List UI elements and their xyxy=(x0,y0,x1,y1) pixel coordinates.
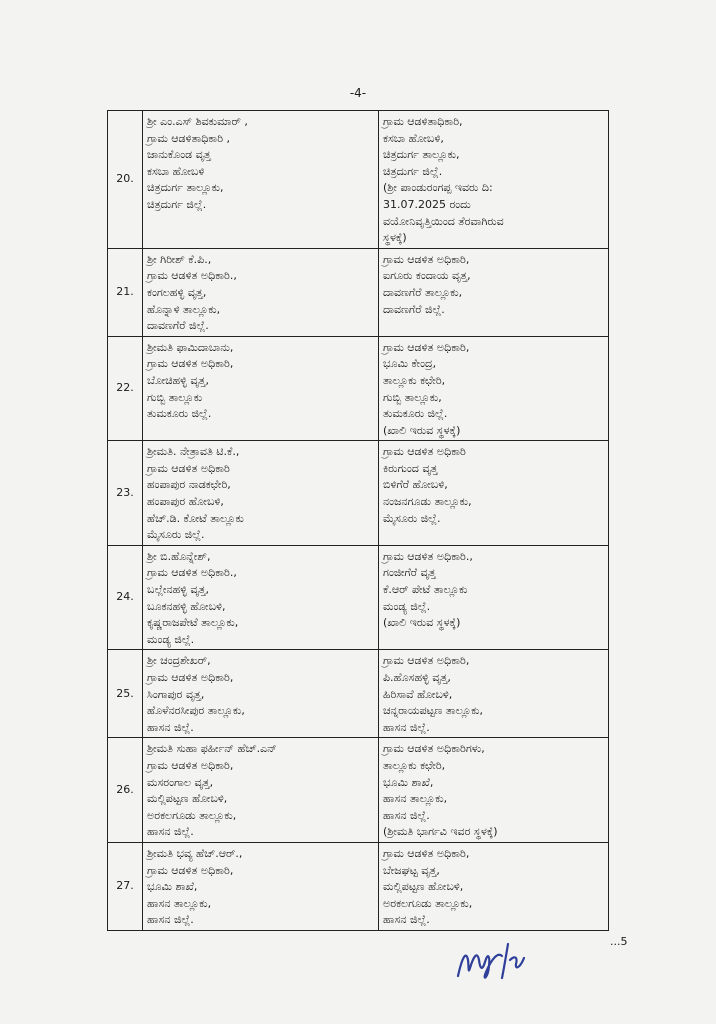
transfer-row xyxy=(108,441,609,546)
to-line: ತಾಲ್ಲೂಕು ಕಛೇರಿ, xyxy=(383,373,446,387)
to-line: ಹಾಸನ ಜಿಲ್ಲೆ. xyxy=(383,913,430,927)
to-line: ಗಂಜೀಗೆರೆ ವೃತ್ತ xyxy=(383,566,436,580)
to-line: ಹಿರಿಸಾವೆ ಹೋಬಳಿ, xyxy=(383,687,453,701)
from-line: ಹೊಳೆನರಸೀಪುರ ತಾಲ್ಲೂಕು, xyxy=(147,704,245,718)
from-line: ಗ್ರಾಮ ಆಡಳಿತ ಅಧಿಕಾರಿ, xyxy=(147,357,234,371)
to-line: ಗ್ರಾಮ ಆಡಳಿತ ಅಧಿಕಾರಿಗಳು, xyxy=(383,742,485,756)
to-line: ಬೇಜಘಟ್ಟ ವೃತ್ತ, xyxy=(383,863,440,877)
from-line: ಕಸಬಾ ಹೋಬಳಿ xyxy=(147,164,205,178)
to-line: ಕೆ.ಆರ್ ಪೇಟೆ ತಾಲ್ಲೂಕು xyxy=(383,583,468,597)
from-cell xyxy=(143,842,379,930)
to-line: ಹಾಸನ ಜಿಲ್ಲೆ. xyxy=(383,808,430,822)
from-line: ಮಂಡ್ಯ ಜಿಲ್ಲೆ. xyxy=(147,632,195,646)
from-line: ದಾವಣಗೆರೆ ಜಿಲ್ಲೆ. xyxy=(147,319,209,333)
to-line: ಚಿತ್ರದುರ್ಗ ಜಿಲ್ಲೆ. xyxy=(383,164,443,178)
from-line: ಶ್ರೀ ಚಂದ್ರಶೇಖರ್, xyxy=(147,654,211,668)
from-line: ಬಲ್ಲೇನಹಳ್ಳಿ ವೃತ್ತ, xyxy=(147,583,210,597)
transfer-row xyxy=(108,336,609,441)
to-line: ಕಸಬಾ ಹೋಬಳಿ, xyxy=(383,131,444,145)
from-line: ಹೊನ್ನಾಳಿ ತಾಲ್ಲೂಕು, xyxy=(147,302,221,316)
to-line: (ಖಾಲಿ ಇರುವ ಸ್ಥಳಕ್ಕೆ) xyxy=(383,616,461,630)
serial-number: 20. xyxy=(108,111,143,249)
from-line: ಹಾಸನ ಜಿಲ್ಲೆ. xyxy=(147,913,194,927)
to-line: ದಾವಣಗೆರೆ ಜಿಲ್ಲೆ. xyxy=(383,302,445,316)
to-cell xyxy=(379,738,609,843)
from-line: ಗ್ರಾಮ ಆಡಳಿತ ಅಧಿಕಾರಿ, xyxy=(147,671,234,684)
from-line: ಕೃಷ್ಣರಾಜಪೇಟೆ ತಾಲ್ಲೂಕು, xyxy=(147,616,239,630)
page-number: -4- xyxy=(349,86,367,100)
from-line: ಗ್ರಾಮ ಆಡಳಿತಾಧಿಕಾರಿ , xyxy=(147,131,230,145)
to-line: ಭೂಮಿ ಕೇಂದ್ರ, xyxy=(383,357,437,371)
transfer-row xyxy=(108,738,609,843)
to-line: ಗುಬ್ಬಿ ತಾಲ್ಲೂಕು, xyxy=(383,390,442,404)
to-cell xyxy=(379,441,609,546)
to-line: ಮಂಡ್ಯ ಜಿಲ್ಲೆ. xyxy=(383,599,431,613)
to-line: ಚನ್ನರಾಯಪಟ್ಟಣ ತಾಲ್ಲೂಕು, xyxy=(383,704,484,718)
to-cell xyxy=(379,650,609,738)
signature-mark xyxy=(452,938,542,984)
from-line: ಬೂಕನಹಳ್ಳಿ ಹೋಬಳಿ, xyxy=(147,599,226,613)
from-line: ಶ್ರೀಮತಿ ಸುಹಾ ಫರ್ಹೀನ್ ಹೆಚ್.ಎನ್ xyxy=(147,742,277,756)
from-line: ಸಿಂಗಾಪುರ ವೃತ್ತ, xyxy=(147,687,205,701)
from-line: ಮಸರಂಗಾಲ ವೃತ್ತ, xyxy=(147,775,214,789)
from-cell xyxy=(143,545,379,650)
to-line: ಭೂಮಿ ಶಾಖೆ, xyxy=(383,775,434,789)
to-cell xyxy=(379,336,609,441)
from-cell xyxy=(143,441,379,546)
from-line: ಹಂಪಾಪುರ ಹೋಬಳಿ, xyxy=(147,495,224,509)
from-cell xyxy=(143,738,379,843)
to-line: ಪಿ.ಹೊಸಹಳ್ಳಿ ವೃತ್ತ, xyxy=(383,671,451,684)
from-line: ಗುಬ್ಬಿ ತಾಲ್ಲೂಕು xyxy=(147,390,203,404)
to-line: ಚಿತ್ರದುರ್ಗ ತಾಲ್ಲೂಕು, xyxy=(383,148,460,162)
serial-number: 27. xyxy=(108,842,143,930)
transfer-row xyxy=(108,248,609,336)
to-line: ಗ್ರಾಮ ಆಡಳಿತ ಅಧಿಕಾರಿ, xyxy=(383,252,470,266)
from-line: ಹಾಸನ ಜಿಲ್ಲೆ. xyxy=(147,720,194,734)
transfer-row xyxy=(108,111,609,249)
from-line: ಮಲ್ಲಿಪಟ್ಟಣ ಹೋಬಳಿ, xyxy=(147,792,228,806)
to-line: ಐಗೂರು ಕಂದಾಯ ವೃತ್ತ, xyxy=(383,269,471,283)
to-line: ಕಿರುಗುಂದ ವೃತ್ತ xyxy=(383,461,438,475)
from-line: ಭೂಮಿ ಶಾಖೆ, xyxy=(147,880,198,894)
to-line: ಮಲ್ಲಿಪಟ್ಟಣ ಹೋಬಳಿ, xyxy=(383,880,464,894)
to-line: ಮೈಸೂರು ಜಿಲ್ಲೆ. xyxy=(383,511,441,525)
from-line: ಗ್ರಾಮ ಆಡಳಿತ ಅಧಿಕಾರಿ, xyxy=(147,758,234,772)
from-line: ಹಾಸನ ತಾಲ್ಲೂಕು, xyxy=(147,896,212,910)
serial-number: 25. xyxy=(108,650,143,738)
to-line: (ಶ್ರೀ ಪಾಂಡುರಂಗಪ್ಪ ಇವರು ದಿ: xyxy=(383,181,493,195)
from-line: ಬೋಚಿಹಳ್ಳಿ ವೃತ್ತ, xyxy=(147,373,209,387)
from-line: ಗ್ರಾಮ ಆಡಳಿತ ಅಧಿಕಾರಿ., xyxy=(147,566,237,580)
from-line: ಶ್ರೀಮತಿ. ನೇತ್ರಾವತಿ ಟಿ.ಕೆ., xyxy=(147,445,240,459)
from-line: ಚಿತ್ರದುರ್ಗ ಜಿಲ್ಲೆ. xyxy=(147,197,207,211)
transfer-row xyxy=(108,842,609,930)
to-line: ಸ್ಥಳಕ್ಕೆ) xyxy=(383,231,407,245)
to-line: ಬಿಳಿಗೆರೆ ಹೋಬಳಿ, xyxy=(383,478,448,492)
from-line: ಗ್ರಾಮ ಆಡಳಿತ ಅಧಿಕಾರಿ, xyxy=(147,863,234,877)
to-line: ತುಮಕೂರು ಜಿಲ್ಲೆ. xyxy=(383,407,448,421)
from-line: ಶ್ರೀಮತಿ ಫಾಮಿದಾಬಾನು, xyxy=(147,340,234,354)
from-cell xyxy=(143,650,379,738)
to-line: ಹಾಸನ ಜಿಲ್ಲೆ. xyxy=(383,720,430,734)
serial-number: 22. xyxy=(108,336,143,441)
serial-number: 23. xyxy=(108,441,143,546)
to-line: ಗ್ರಾಮ ಆಡಳಿತ ಅಧಿಕಾರಿ, xyxy=(383,340,470,354)
transfer-table-body xyxy=(108,111,609,931)
to-line: ಹಾಸನ ತಾಲ್ಲೂಕು, xyxy=(383,792,448,806)
from-line: ಕಂಗಲಹಳ್ಳಿ ವೃತ್ತ, xyxy=(147,285,207,299)
from-line: ಶ್ರೀ ಬಿ.ಹೊನ್ನೇಶ್, xyxy=(147,549,211,563)
to-line: ಗ್ರಾಮ ಆಡಳಿತ ಅಧಿಕಾರಿ xyxy=(383,445,466,459)
to-line: ಅರಕಲಗೂಡು ತಾಲ್ಲೂಕು, xyxy=(383,896,473,910)
from-line: ಹಾಸನ ಜಿಲ್ಲೆ. xyxy=(147,825,194,839)
from-line: ಅರಕಲಗೂಡು ತಾಲ್ಲೂಕು, xyxy=(147,808,237,822)
to-line: (ಖಾಲಿ ಇರುವ ಸ್ಥಳಕ್ಕೆ) xyxy=(383,423,461,437)
to-line: ಗ್ರಾಮ ಆಡಳಿತಾಧಿಕಾರಿ, xyxy=(383,115,463,128)
serial-number: 21. xyxy=(108,248,143,336)
to-line: ತಾಲ್ಲೂಕು ಕಛೇರಿ, xyxy=(383,758,446,772)
from-line: ಗ್ರಾಮ ಆಡಳಿತ ಅಧಿಕಾರಿ xyxy=(147,461,230,475)
to-cell xyxy=(379,111,609,249)
transfer-row xyxy=(108,650,609,738)
to-line: ದಾವಣಗೆರೆ ತಾಲ್ಲೂಕು, xyxy=(383,285,463,299)
from-line: ಶ್ರೀಮತಿ ಭವ್ಯ ಹೆಚ್.ಆರ್., xyxy=(147,846,243,860)
from-line: ತುಮಕೂರು ಜಿಲ್ಲೆ. xyxy=(147,407,212,421)
from-cell xyxy=(143,111,379,249)
from-line: ಹಂಪಾಪುರ ನಾಡಕಛೇರಿ, xyxy=(147,478,231,492)
transfer-table xyxy=(107,110,609,931)
from-line: ಶ್ರೀ ಗಿರೀಶ್ ಕೆ.ಪಿ., xyxy=(147,252,212,266)
to-cell xyxy=(379,842,609,930)
to-line: ನಂಜನಗೂಡು ತಾಲ್ಲೂಕು, xyxy=(383,495,472,509)
to-line: 31.07.2025 ರಂದು xyxy=(383,197,471,211)
to-line: (ಶ್ರೀಮತಿ ಭಾರ್ಗವಿ ಇವರ ಸ್ಥಳಕ್ಕೆ) xyxy=(383,825,498,839)
transfer-row xyxy=(108,545,609,650)
to-cell xyxy=(379,545,609,650)
to-line: ವಯೋನಿವೃತ್ತಿಯಿಂದ ತೆರವಾಗಿರುವ xyxy=(383,214,504,228)
from-cell xyxy=(143,336,379,441)
to-cell xyxy=(379,248,609,336)
continuation-marker: ...5 xyxy=(610,935,628,948)
from-line: ಮೈಸೂರು ಜಿಲ್ಲೆ. xyxy=(147,528,205,542)
from-line: ಗ್ರಾಮ ಆಡಳಿತ ಅಧಿಕಾರಿ., xyxy=(147,269,237,283)
from-line: ಚಿತ್ರದುರ್ಗ ತಾಲ್ಲೂಕು, xyxy=(147,181,224,195)
to-line: ಗ್ರಾಮ ಆಡಳಿತ ಅಧಿಕಾರಿ, xyxy=(383,654,470,668)
to-line: ಗ್ರಾಮ ಆಡಳಿತ ಅಧಿಕಾರಿ, xyxy=(383,846,470,860)
serial-number: 26. xyxy=(108,738,143,843)
to-line: ಗ್ರಾಮ ಆಡಳಿತ ಅಧಿಕಾರಿ., xyxy=(383,549,473,563)
from-line: ಹೆಚ್.ಡಿ. ಕೋಟೆ ತಾಲ್ಲೂಕು xyxy=(147,511,244,525)
from-cell xyxy=(143,248,379,336)
serial-number: 24. xyxy=(108,545,143,650)
from-line: ಶ್ರೀ ಎಂ.ಎಸ್ ಶಿವಕುಮಾರ್ , xyxy=(147,115,248,128)
from-line: ಜಾನುಕೊಂಡ ವೃತ್ತ xyxy=(147,148,211,162)
